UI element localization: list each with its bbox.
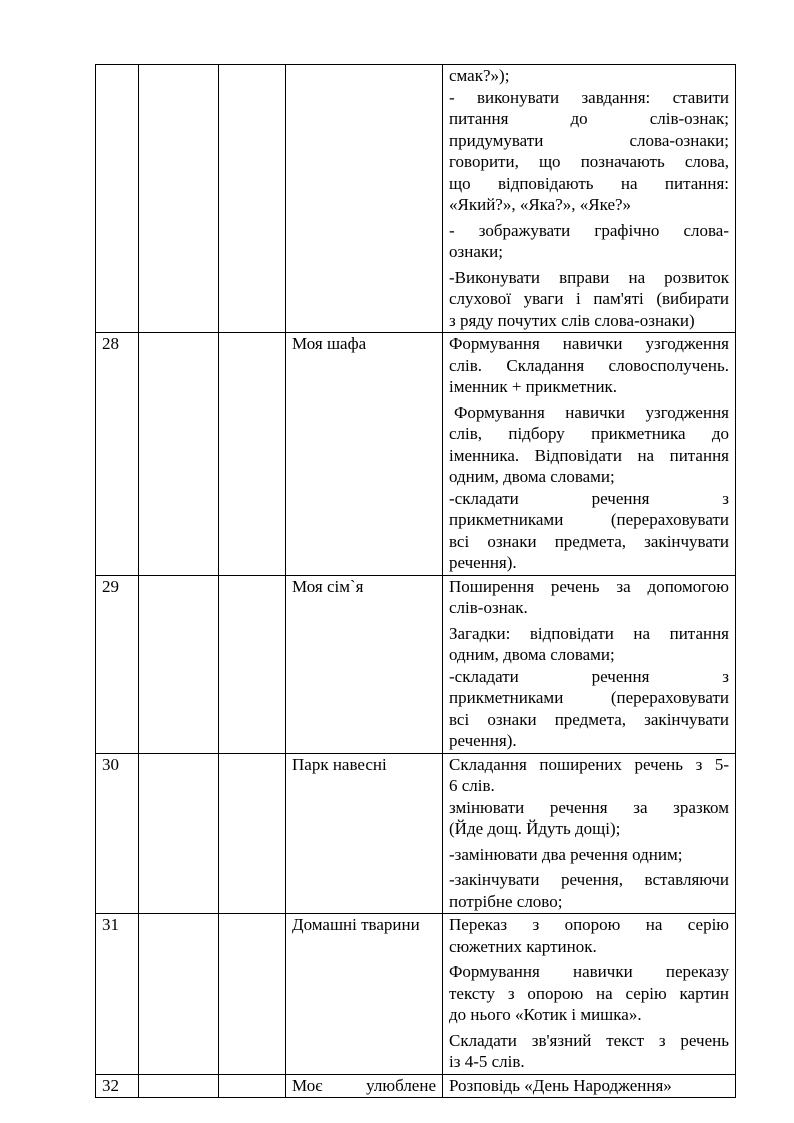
content-line: -замінювати два речення одним; [449,844,683,864]
empty-cell [219,575,286,753]
content-line: (Йде дощ. Йдуть дощі); [449,819,621,838]
content-line: слів, підбору прикметника до [449,424,729,443]
content-line: що відповідають на питання: [449,173,729,193]
content-line: одним, двома словами; [449,467,615,486]
empty-cell [139,914,219,1075]
content-line: -складати речення з [449,488,729,508]
content-cell [443,914,736,1075]
content-line: іменник + прикметник. [449,377,618,396]
content-line: - зображувати графічно слова- [449,220,729,240]
content-line: Складання поширених речень з 5- [449,754,729,774]
content-cell [443,1074,736,1098]
content-cell [443,575,736,753]
content-line: прикметниками (перераховувати [449,510,729,529]
content-line: - виконувати завдання: ставити [449,87,729,107]
content-line: придумувати слова-ознаки; [449,130,729,150]
content-line: слів. Складання словосполучень. [449,355,729,375]
empty-cell [139,575,219,753]
content-line: змінювати речення за зразком [449,797,729,817]
lesson-topic-text: Моє улюблене [292,1075,436,1095]
content-line: Переказ з опорою на серію [449,915,729,934]
content-line: -закінчувати речення, вставляючи [449,870,729,889]
topic-cell [286,65,443,333]
content-line: питання до слів-ознак; [449,109,729,128]
empty-cell [219,1074,286,1098]
content-line: 6 слів. [449,776,495,795]
content-line: ознаки; [449,242,503,261]
content-line: до нього «Котик і мишка». [449,1005,642,1024]
content-line: Складати зв'язний текст з речень [449,1030,729,1050]
table-row [96,333,736,576]
empty-cell [219,914,286,1075]
content-cell [443,753,736,914]
content-line: Формування навички переказу [449,962,729,981]
content-line: всі ознаки предмета, закінчувати [449,531,729,551]
content-line: тексту з опорою на серію картин [449,983,729,1003]
empty-cell [139,65,219,333]
content-line: -складати речення з [449,666,729,686]
lesson-topic: Парк навесні [286,753,443,914]
content-line: Формування навички узгодження [454,402,729,422]
content-line: -Виконувати вправи на розвиток [449,267,729,287]
table-row-continuation [96,65,736,333]
lesson-topic: Моя сім`я [286,575,443,753]
empty-cell [139,1074,219,1098]
lesson-topic: Моя шафа [286,333,443,576]
empty-cell [139,753,219,914]
lesson-plan-table [95,64,736,1098]
content-line: сюжетних картинок. [449,936,597,956]
content-line: з ряду почутих слів слова-ознаки) [449,310,695,330]
empty-cell [219,753,286,914]
content-line: смак?»); [449,66,510,85]
content-line: іменника. Відповідати на питання [449,445,729,465]
content-line: із 4-5 слів. [449,1052,525,1071]
content-line: «Який?», «Яка?», «Яке?» [449,195,632,214]
content-line: слів-ознак. [449,598,528,617]
empty-cell [219,333,286,576]
table-row [96,753,736,914]
lesson-topic [286,1074,443,1098]
content-line: говорити, що позначають слова, [449,152,729,171]
content-line: прикметниками (перераховувати [449,688,729,707]
empty-cell [139,333,219,576]
content-line: Розповідь «День Народження» [449,1075,672,1095]
lesson-number: 29 [96,575,139,753]
lesson-topic: Домашні тварини [286,914,443,1075]
number-cell [96,65,139,333]
content-line: Загадки: відповідати на питання [449,623,729,643]
content-line: речення). [449,553,517,572]
lesson-number: 31 [96,914,139,1075]
table-row [96,914,736,1075]
content-line: Формування навички узгодження [449,334,729,353]
content-line: всі ознаки предмета, закінчувати [449,709,729,729]
content-cell [443,65,736,333]
content-line: Поширення речень за допомогою [449,576,729,596]
content-line: речення). [449,731,517,750]
content-line: слухової уваги і пам'яті (вибирати [449,289,729,308]
lesson-number: 32 [96,1074,139,1098]
table-row [96,575,736,753]
content-cell [443,333,736,576]
lesson-number: 28 [96,333,139,576]
lesson-number: 30 [96,753,139,914]
content-line: одним, двома словами; [449,645,615,664]
empty-cell [219,65,286,333]
content-line: потрібне слово; [449,891,563,911]
table-row [96,1074,736,1098]
